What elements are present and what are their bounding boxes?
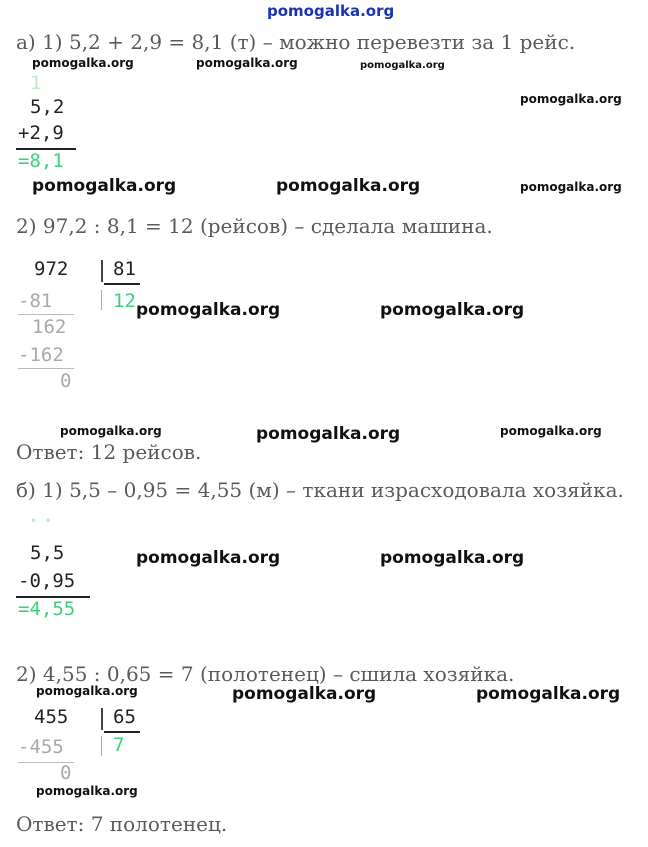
subtrahend-1: -81 xyxy=(18,290,53,312)
divisor-line xyxy=(104,283,140,285)
watermark: pomogalka.org xyxy=(32,176,177,196)
watermark: pomogalka.org xyxy=(276,176,421,196)
watermark-top: pomogalka.org xyxy=(267,2,395,20)
watermark: pomogalka.org xyxy=(60,424,162,438)
divisor-line xyxy=(104,731,140,733)
watermark: pomogalka.org xyxy=(136,300,281,320)
divisor: 65 xyxy=(113,706,136,728)
addend-top: 5,2 xyxy=(30,96,65,118)
dividend: 972 xyxy=(34,258,69,280)
watermark: pomogalka.org xyxy=(520,92,622,106)
subtrahend-1: -455 xyxy=(18,736,64,758)
addend-bottom: +2,9 xyxy=(18,122,64,144)
part-b-step1: б) 1) 5,5 – 0,95 = 4,55 (м) – ткани израсходовала хозяйка. xyxy=(16,478,624,502)
watermark: pomogalka.org xyxy=(36,684,138,698)
watermark: pomogalka.org xyxy=(256,424,401,444)
watermark: pomogalka.org xyxy=(500,424,602,438)
remainder-2: 0 xyxy=(60,370,72,392)
division-bar xyxy=(101,260,103,282)
minuend: 5,5 xyxy=(30,542,65,564)
subtrahend-2: -162 xyxy=(18,344,64,366)
borrow-marks: • • xyxy=(30,514,52,528)
watermark: pomogalka.org xyxy=(380,548,525,568)
carry-digit: 1 xyxy=(30,72,42,94)
difference-result: =4,55 xyxy=(18,598,76,620)
watermark: pomogalka.org xyxy=(476,684,621,704)
part-a-step2: 2) 97,2 : 8,1 = 12 (рейсов) – сделала машина. xyxy=(16,214,493,238)
sum-result: =8,1 xyxy=(18,150,64,172)
watermark: pomogalka.org xyxy=(380,300,525,320)
remainder-1: 0 xyxy=(60,762,72,784)
subtrahend: -0,95 xyxy=(18,570,76,592)
part-a-step1: а) 1) 5,2 + 2,9 = 8,1 (т) – можно перевезти за 1 рейс. xyxy=(16,30,576,54)
watermark: pomogalka.org xyxy=(520,180,622,194)
division-bar xyxy=(101,290,102,310)
sub-line-2 xyxy=(18,368,74,369)
part-b-step2: 2) 4,55 : 0,65 = 7 (полотенец) – сшила хозяйка. xyxy=(16,662,515,686)
watermark: pomogalka.org xyxy=(232,684,377,704)
remainder-1: 162 xyxy=(32,316,67,338)
dividend: 455 xyxy=(34,706,69,728)
watermark: pomogalka.org xyxy=(360,60,445,71)
quotient: 7 xyxy=(113,734,125,756)
sub-line-1 xyxy=(18,314,74,315)
watermark: pomogalka.org xyxy=(136,548,281,568)
watermark: pomogalka.org xyxy=(32,56,134,70)
watermark: pomogalka.org xyxy=(196,56,298,70)
part-a-answer: Ответ: 12 рейсов. xyxy=(16,440,202,464)
divisor: 81 xyxy=(113,258,136,280)
watermark: pomogalka.org xyxy=(36,784,138,798)
part-b-answer: Ответ: 7 полотенец. xyxy=(16,812,228,836)
division-bar xyxy=(101,708,103,730)
quotient: 12 xyxy=(113,290,136,312)
division-bar xyxy=(101,736,102,756)
